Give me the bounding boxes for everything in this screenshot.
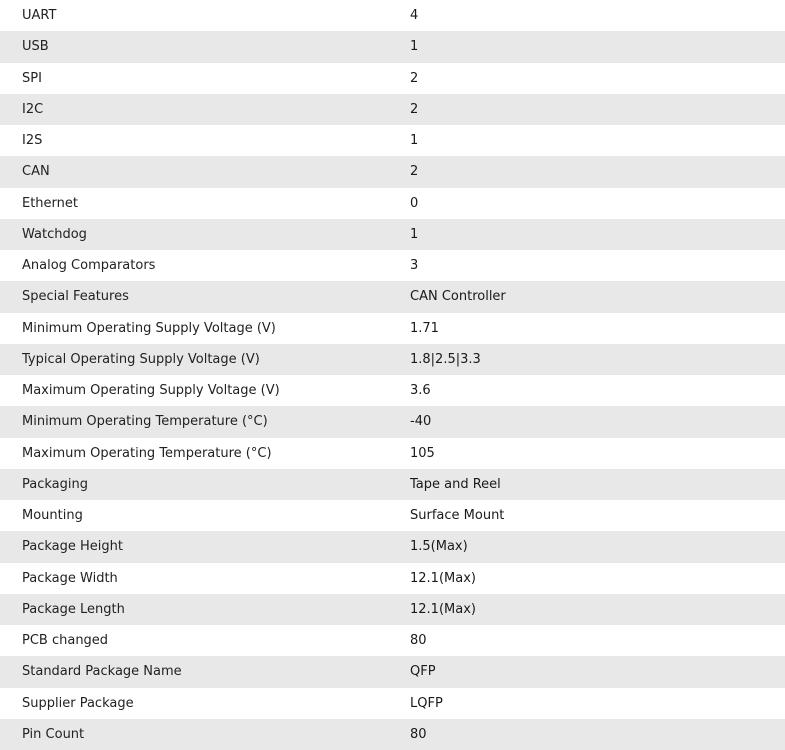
spec-value: 2 — [410, 164, 419, 180]
spec-label: Packaging — [22, 476, 88, 492]
table-row — [0, 63, 785, 94]
table-row — [0, 375, 785, 406]
spec-value: -40 — [410, 414, 432, 430]
table-row — [0, 188, 785, 219]
spec-value: 1 — [410, 39, 419, 55]
spec-label: CAN — [22, 164, 50, 180]
spec-value: 80 — [410, 726, 427, 742]
spec-value: QFP — [410, 664, 436, 680]
spec-value: 2 — [410, 70, 419, 86]
spec-label: Package Width — [22, 570, 118, 586]
table-row — [0, 313, 785, 344]
table-row — [0, 531, 785, 562]
table-row — [0, 250, 785, 281]
spec-label: Watchdog — [22, 226, 87, 242]
spec-value: 1.71 — [410, 320, 439, 336]
spec-label: Minimum Operating Temperature (°C) — [22, 414, 268, 430]
spec-value: CAN Controller — [410, 289, 506, 305]
spec-label: Standard Package Name — [22, 664, 182, 680]
table-row — [0, 281, 785, 312]
spec-label: SPI — [22, 70, 42, 86]
table-row — [0, 438, 785, 469]
spec-value: Tape and Reel — [410, 476, 501, 492]
spec-label: Special Features — [22, 289, 129, 305]
spec-value: 1 — [410, 133, 419, 149]
table-row — [0, 156, 785, 187]
spec-value: 12.1(Max) — [410, 601, 476, 617]
spec-label: Package Height — [22, 539, 123, 555]
spec-value: LQFP — [410, 695, 443, 711]
table-row — [0, 719, 785, 750]
table-row — [0, 125, 785, 156]
spec-label: PCB changed — [22, 633, 109, 649]
spec-value: 80 — [410, 633, 427, 649]
table-row — [0, 406, 785, 437]
spec-value: 105 — [410, 445, 435, 461]
spec-value: 2 — [410, 101, 419, 117]
table-row — [0, 656, 785, 687]
table-row — [0, 469, 785, 500]
table-row — [0, 563, 785, 594]
spec-value: 12.1(Max) — [410, 570, 476, 586]
spec-label: I2C — [22, 101, 44, 117]
table-row — [0, 0, 785, 31]
spec-label: USB — [22, 39, 49, 55]
spec-value: 0 — [410, 195, 419, 211]
spec-value: 1.5(Max) — [410, 539, 468, 555]
table-row — [0, 688, 785, 719]
spec-label: Minimum Operating Supply Voltage (V) — [22, 320, 276, 336]
spec-label: Analog Comparators — [22, 258, 156, 274]
spec-label: Typical Operating Supply Voltage (V) — [22, 351, 260, 367]
spec-value: 3.6 — [410, 383, 431, 399]
spec-label: Ethernet — [22, 195, 78, 211]
table-row — [0, 594, 785, 625]
spec-label: Supplier Package — [22, 695, 134, 711]
table-row — [0, 500, 785, 531]
table-row — [0, 94, 785, 125]
spec-label: Maximum Operating Temperature (°C) — [22, 445, 272, 461]
spec-label: Mounting — [22, 508, 83, 524]
spec-label: Package Length — [22, 601, 125, 617]
spec-value: 4 — [410, 8, 419, 24]
spec-value: 1 — [410, 226, 419, 242]
table-row — [0, 31, 785, 62]
spec-value: 1.8|2.5|3.3 — [410, 351, 481, 367]
spec-value: 3 — [410, 258, 419, 274]
spec-label: UART — [22, 8, 57, 24]
table-row — [0, 219, 785, 250]
spec-value: Surface Mount — [410, 508, 505, 524]
spec-label: Maximum Operating Supply Voltage (V) — [22, 383, 280, 399]
table-row — [0, 625, 785, 656]
spec-label: Pin Count — [22, 726, 85, 742]
table-row — [0, 344, 785, 375]
spec-label: I2S — [22, 133, 43, 149]
